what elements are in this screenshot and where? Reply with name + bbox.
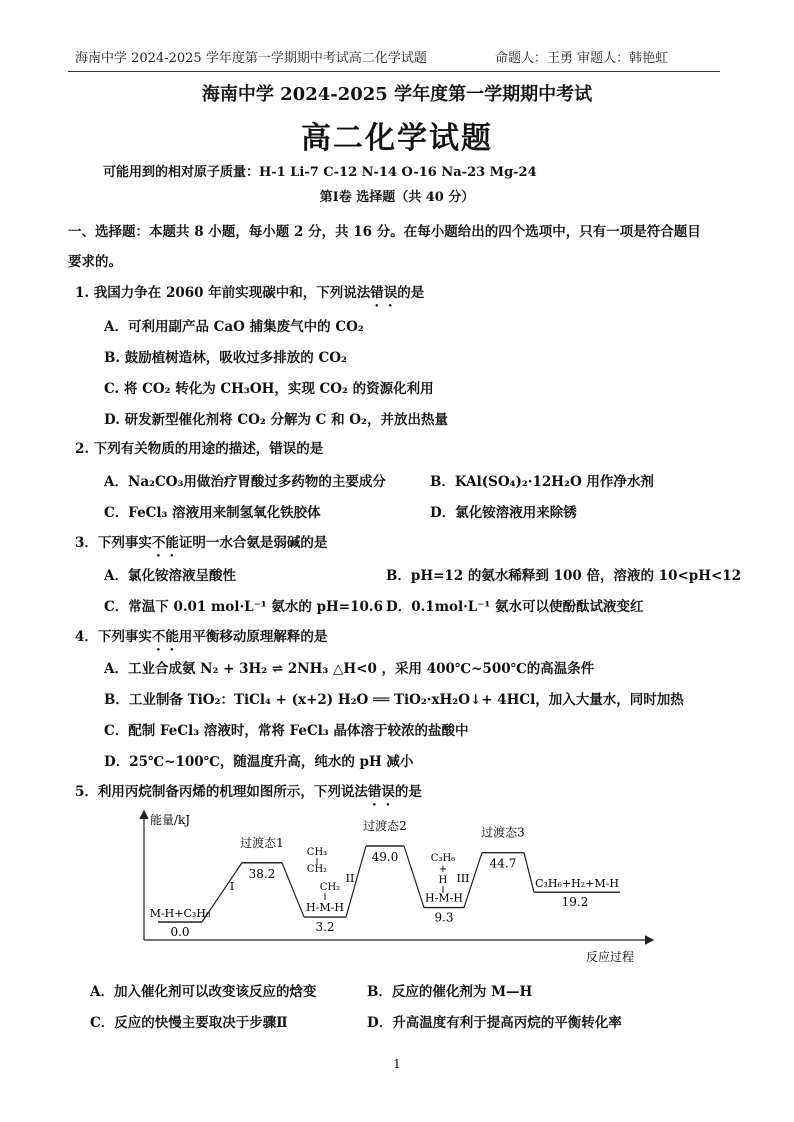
energy-transition-4 (404, 846, 424, 908)
state-label-product: C₃H₆+H₂+M-H (535, 877, 619, 891)
header-divider (68, 71, 720, 72)
value-label-2: 38.2 (248, 866, 276, 881)
step-label-2: II (345, 872, 355, 885)
q4-stem: 4．下列事实不能用平衡移动原理解释的是 (75, 629, 328, 645)
state-label-ts1: 过渡态1 (240, 835, 284, 850)
section-instruction-line2: 要求的。 (68, 254, 122, 270)
energy-transition-6 (524, 853, 534, 893)
int1-group-3: CH₂ (319, 882, 341, 893)
value-label-5: 9.3 (434, 910, 454, 925)
energy-profile-chart (130, 808, 670, 968)
int2-plus: + (438, 864, 448, 875)
q5-option-c: C．反应的快慢主要取决于步骤Ⅱ (90, 1015, 288, 1031)
q3-option-c: C．常温下 0.01 mol·L⁻¹ 氨水的 pH=10.6 (104, 599, 383, 615)
page-number: 1 (393, 1057, 401, 1071)
state-label-int1: H-M-H (306, 901, 344, 915)
exam-title: 海南中学 2024-2025 学年度第一学期期中考试 (201, 84, 593, 105)
step-label-3: III (456, 872, 470, 885)
q4-option-d: D．25℃~100℃，随温度升高，纯水的 pH 减小 (104, 754, 414, 770)
q2-option-b: B．KAl(SO₄)₂·12H₂O 用作净水剂 (430, 474, 654, 490)
energy-transition-2 (282, 863, 304, 917)
section-instruction-line1: 一、选择题：本题共 8 小题，每小题 2 分，共 16 分。在每小题给出的四个选项中，只有一项是符合题目 (68, 224, 701, 240)
q1-option-b: B. 鼓励植树造林，吸收过多排放的 CO₂ (104, 350, 347, 366)
q4-emphasis: 不能 (151, 629, 179, 645)
int2-group-1: C₃H₆ (430, 853, 456, 864)
q1-emphasis: 错误 (370, 285, 398, 301)
atomic-masses: 可能用到的相对原子质量：H-1 Li-7 C-12 N-14 O-16 Na-23 Mg-24 (103, 165, 537, 180)
q1-stem: 1. 我国力争在 2060 年前实现碳中和，下列说法错误的是 (75, 285, 425, 301)
q5-option-a: A．加入催化剂可以改变该反应的焓变 (90, 984, 317, 1000)
int1-group-1: CH₃ (306, 847, 328, 858)
state-label-ts2: 过渡态2 (363, 819, 407, 833)
step-label-1: I (229, 880, 235, 893)
y-axis-label: 能量/kJ (150, 813, 191, 827)
q3-stem: 3．下列事实不能证明一水合氨是弱碱的是 (75, 535, 328, 551)
state-label-int2: H-M-H (425, 891, 463, 905)
chart-marks (150, 818, 620, 939)
q1-option-a: A．可利用副产品 CaO 捕集废气中的 CO₂ (104, 319, 364, 335)
q4-option-a: A．工业合成氨 N₂ + 3H₂ ⇌ 2NH₃ △H<0 ，采用 400℃~500℃的高温条件 (104, 661, 595, 677)
q1-option-c: C. 将 CO₂ 转化为 CH₃OH，实现 CO₂ 的资源化利用 (104, 381, 434, 397)
part-title: 第Ⅰ卷 选择题（共 40 分） (319, 190, 475, 205)
subject-title: 高二化学试题 (301, 121, 493, 156)
q5-emphasis: 错误 (367, 784, 395, 800)
q4-option-c: C．配制 FeCl₃ 溶液时，常将 FeCl₃ 晶体溶于较浓的盐酸中 (104, 723, 469, 739)
value-label-7: 19.2 (561, 895, 589, 910)
state-label-reactant: M-H+C₃H₈ (149, 907, 211, 920)
q5-option-d: D．升高温度有利于提高丙烷的平衡转化率 (367, 1015, 622, 1031)
q3-option-a: A．氯化铵溶液呈酸性 (104, 568, 236, 584)
q2-option-d: D．氯化铵溶液用来除锈 (430, 505, 577, 521)
state-label-ts3: 过渡态3 (481, 825, 525, 840)
q3-option-d: D．0.1mol·L⁻¹ 氨水可以使酚酞试液变红 (386, 599, 644, 615)
q5-option-b: B．反应的催化剂为 M—H (367, 984, 533, 1000)
value-label-3: 3.2 (315, 920, 335, 935)
q3-option-b: B．pH=12 的氨水稀释到 100 倍，溶液的 10<pH<12 (386, 568, 742, 584)
q4-option-b: B．工业制备 TiO₂：TiCl₄ + (x+2) H₂O ══ TiO₂·xH₂O↓+ 4HCl，加入大量水，同时加热 (104, 692, 684, 708)
value-label-6: 44.7 (489, 856, 517, 871)
q2-option-c: C．FeCl₃ 溶液用来制氢氧化铁胶体 (104, 505, 321, 521)
q2-stem: 2. 下列有关物质的用途的描述，错误的是 (75, 441, 324, 457)
q1-option-d: D. 研发新型催化剂将 CO₂ 分解为 C 和 O₂，并放出热量 (104, 412, 448, 428)
q3-emphasis: 不能 (151, 535, 179, 551)
header-right: 命题人：王勇 审题人：韩艳虹 (495, 51, 669, 66)
q5-stem: 5．利用丙烷制备丙烯的机理如图所示，下列说法错误的是 (75, 784, 422, 800)
q2-option-a: A．Na₂CO₃用做治疗胃酸过多药物的主要成分 (104, 474, 386, 490)
x-axis-label: 反应过程 (586, 950, 635, 964)
value-label-1: 0.0 (170, 925, 190, 939)
value-label-4: 49.0 (371, 850, 399, 864)
header-left: 海南中学 2024-2025 学年度第一学期期中考试高二化学试题 (75, 51, 427, 66)
int1-group-2: CH₂ (306, 864, 328, 875)
int2-group-2: H (438, 875, 448, 886)
